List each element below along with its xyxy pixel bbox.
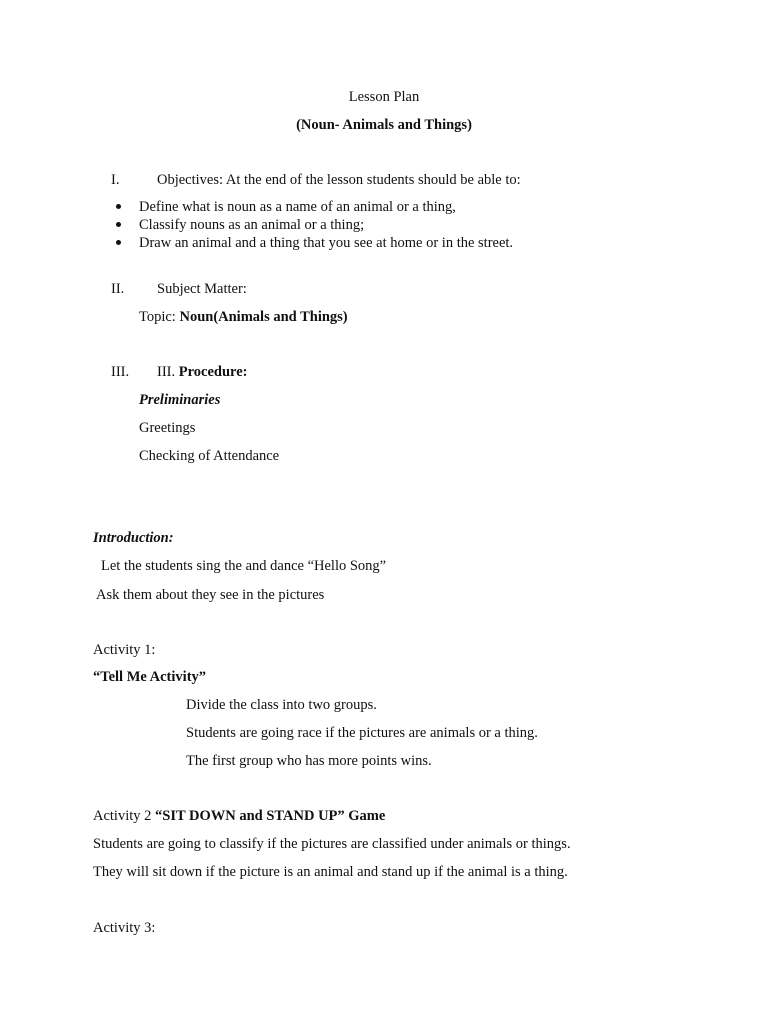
preliminaries-heading: Preliminaries	[139, 392, 221, 408]
procedure-bold: Procedure:	[178, 364, 248, 380]
bullet-icon	[116, 222, 121, 227]
procedure-item: Greetings	[139, 420, 196, 436]
section2-numeral: II.	[111, 281, 125, 297]
activity2-heading	[93, 809, 385, 824]
topic-value: Noun(Animals and Things)	[179, 309, 348, 325]
activity2-line: They will sit down if the picture is an animal and stand up if the animal is a thing.	[93, 864, 568, 880]
activity2-line: Students are going to classify if the pictures are classified under animals or things.	[93, 836, 571, 852]
topic-line	[139, 310, 348, 325]
activity1-heading: Activity 1:	[93, 642, 156, 658]
procedure-prefix: III.	[157, 364, 179, 380]
introduction-heading: Introduction:	[93, 530, 174, 546]
activity3-heading: Activity 3:	[93, 920, 156, 936]
activity2-name: “SIT DOWN and STAND UP” Game	[155, 808, 386, 824]
activity1-line: Students are going race if the pictures are animals or a thing.	[186, 725, 538, 741]
activity1-line: Divide the class into two groups.	[186, 697, 377, 713]
objectives-label: Objectives: At the end of the lesson students should be able to:	[157, 172, 521, 188]
section3-numeral: III.	[111, 364, 130, 380]
activity1-line: The first group who has more points wins.	[186, 753, 432, 769]
introduction-line: Let the students sing the and dance “Hello Song”	[101, 558, 387, 574]
procedure-label	[157, 365, 247, 380]
objective-item: Classify nouns as an animal or a thing;	[139, 217, 365, 233]
subject-matter-label: Subject Matter:	[157, 281, 247, 297]
page-title: Lesson Plan	[348, 89, 420, 105]
page-subtitle: (Noun- Animals and Things)	[296, 117, 472, 133]
bullet-icon	[116, 240, 121, 245]
objective-item: Define what is noun as a name of an animal or a thing,	[139, 199, 456, 215]
objective-item: Draw an animal and a thing that you see at home or in the street.	[139, 235, 514, 251]
section1-numeral: I.	[111, 172, 120, 188]
activity1-name: “Tell Me Activity”	[93, 669, 207, 685]
bullet-icon	[116, 204, 121, 209]
activity2-prefix: Activity 2	[93, 808, 156, 824]
introduction-line: Ask them about they see in the pictures	[96, 587, 325, 603]
topic-prefix: Topic:	[139, 309, 180, 325]
procedure-item: Checking of Attendance	[139, 448, 280, 464]
